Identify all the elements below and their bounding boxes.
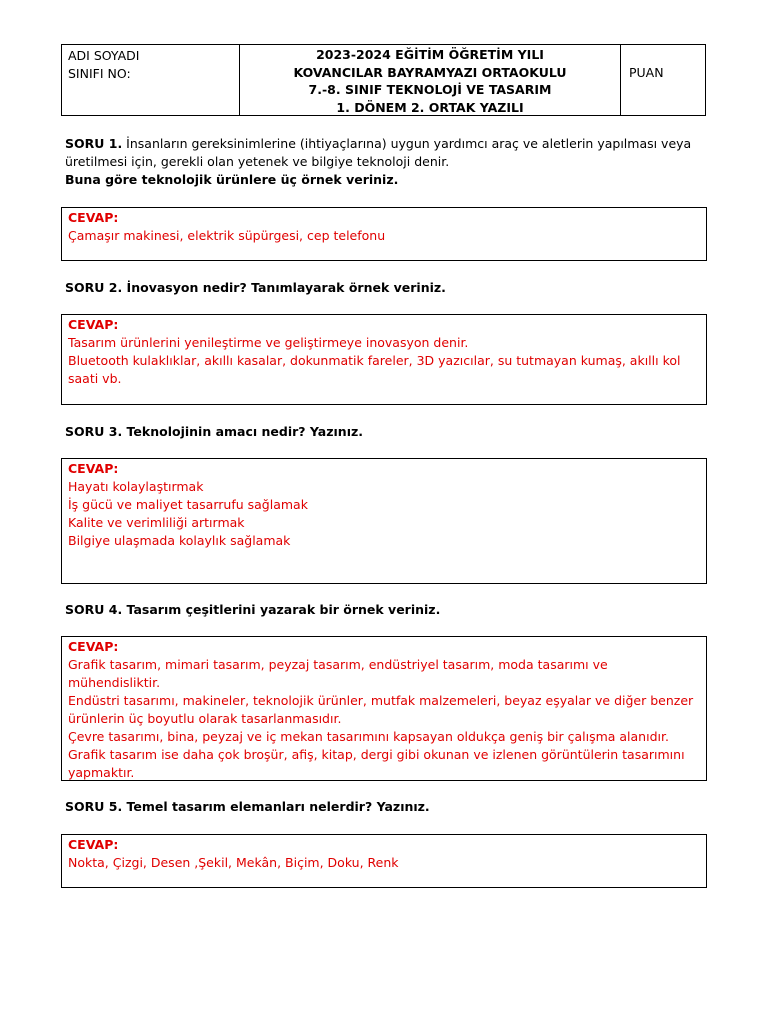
answer-2-title: CEVAP: — [68, 317, 119, 332]
answer-box-5 — [61, 834, 707, 888]
answer-3-line-2: İş gücü ve maliyet tasarrufu sağlamak — [68, 497, 308, 512]
class-number-label: SINIFI NO: — [68, 66, 131, 81]
question-2 — [65, 279, 705, 297]
answer-2-line-2: Bluetooth kulaklıklar, akıllı kasalar, dokunmatik fareler, 3D yazıcılar, su tutmayan kumaş, akıllı kol saati vb. — [68, 353, 681, 386]
answer-5-title: CEVAP: — [68, 837, 119, 852]
answer-3-line-3: Kalite ve verimliliği artırmak — [68, 515, 245, 530]
answer-4-line-4: Grafik tasarım ise daha çok broşür, afiş, kitap, dergi gibi okunan ve izlenen görüntülerin tasarımını yapmaktır. — [68, 747, 685, 780]
answer-box-1 — [61, 207, 707, 261]
question-1 — [65, 135, 705, 189]
student-info-cell — [62, 45, 240, 115]
score-cell — [621, 45, 705, 115]
answer-4-line-1: Grafik tasarım, mimari tasarım, peyzaj tasarım, endüstriyel tasarım, moda tasarımı ve mühendisliktir. — [68, 657, 608, 690]
question-3-text: Teknolojinin amacı nedir? Yazınız. — [122, 424, 363, 439]
exam-title-cell — [240, 45, 621, 115]
answer-3-title: CEVAP: — [68, 461, 119, 476]
question-4 — [65, 601, 705, 619]
question-2-number: SORU 2. — [65, 280, 123, 295]
answer-4-line-3: Çevre tasarımı, bina, peyzaj ve iç mekan tasarımını kapsayan oldukça geniş bir çalışma alanıdır. — [68, 729, 669, 744]
question-5-number: SORU 5. — [65, 799, 123, 814]
question-3-number: SORU 3. — [65, 424, 123, 439]
answer-2-line-1: Tasarım ürünlerini yenileştirme ve geliştirmeye inovasyon denir. — [68, 335, 469, 350]
header-table — [61, 44, 706, 116]
answer-4-title: CEVAP: — [68, 639, 119, 654]
question-1-instruction: Buna göre teknolojik ürünlere üç örnek veriniz. — [65, 172, 399, 187]
question-5 — [65, 798, 705, 816]
answer-box-3 — [61, 458, 707, 584]
answer-1-title: CEVAP: — [68, 210, 119, 225]
answer-3-line-1: Hayatı kolaylaştırmak — [68, 479, 204, 494]
question-2-text: İnovasyon nedir? Tanımlayarak örnek veriniz. — [122, 280, 446, 295]
school-name: KOVANCILAR BAYRAMYAZI ORTAOKULU — [293, 64, 567, 80]
score-label: PUAN — [629, 65, 664, 80]
question-4-text: Tasarım çeşitlerini yazarak bir örnek veriniz. — [122, 602, 441, 617]
answer-5-line-1: Nokta, Çizgi, Desen ,Şekil, Mekân, Biçim, Doku, Renk — [68, 855, 399, 870]
question-3 — [65, 423, 705, 441]
school-year: 2023-2024 EĞİTİM ÖĞRETİM YILI — [316, 47, 544, 62]
question-5-text: Temel tasarım elemanları nelerdir? Yazınız. — [122, 799, 430, 814]
name-label: ADI SOYADI — [68, 48, 140, 63]
answer-4-line-2: Endüstri tasarımı, makineler, teknolojik ürünler, mutfak malzemeleri, beyaz eşyalar ve diğer benzer ürünlerin üç boyutlu olarak tasarlanmasıdır. — [68, 693, 694, 726]
question-1-text: İnsanların gereksinimlerine (ihtiyaçlarına) uygun yardımcı araç ve aletlerin yapılması veya üretilmesi için, gerekli olan yetenek ve bilgiye teknoloji denir. — [65, 136, 692, 169]
question-4-number: SORU 4. — [65, 602, 123, 617]
exam-name: 1. DÖNEM 2. ORTAK YAZILI — [336, 99, 524, 115]
answer-box-4 — [61, 636, 707, 781]
answer-1-line-1: Çamaşır makinesi, elektrik süpürgesi, cep telefonu — [68, 228, 386, 243]
question-1-number: SORU 1. — [65, 136, 123, 151]
course-name: 7.-8. SINIF TEKNOLOJİ VE TASARIM — [308, 82, 552, 97]
answer-box-2 — [61, 314, 707, 405]
answer-3-line-4: Bilgiye ulaşmada kolaylık sağlamak — [68, 533, 291, 548]
